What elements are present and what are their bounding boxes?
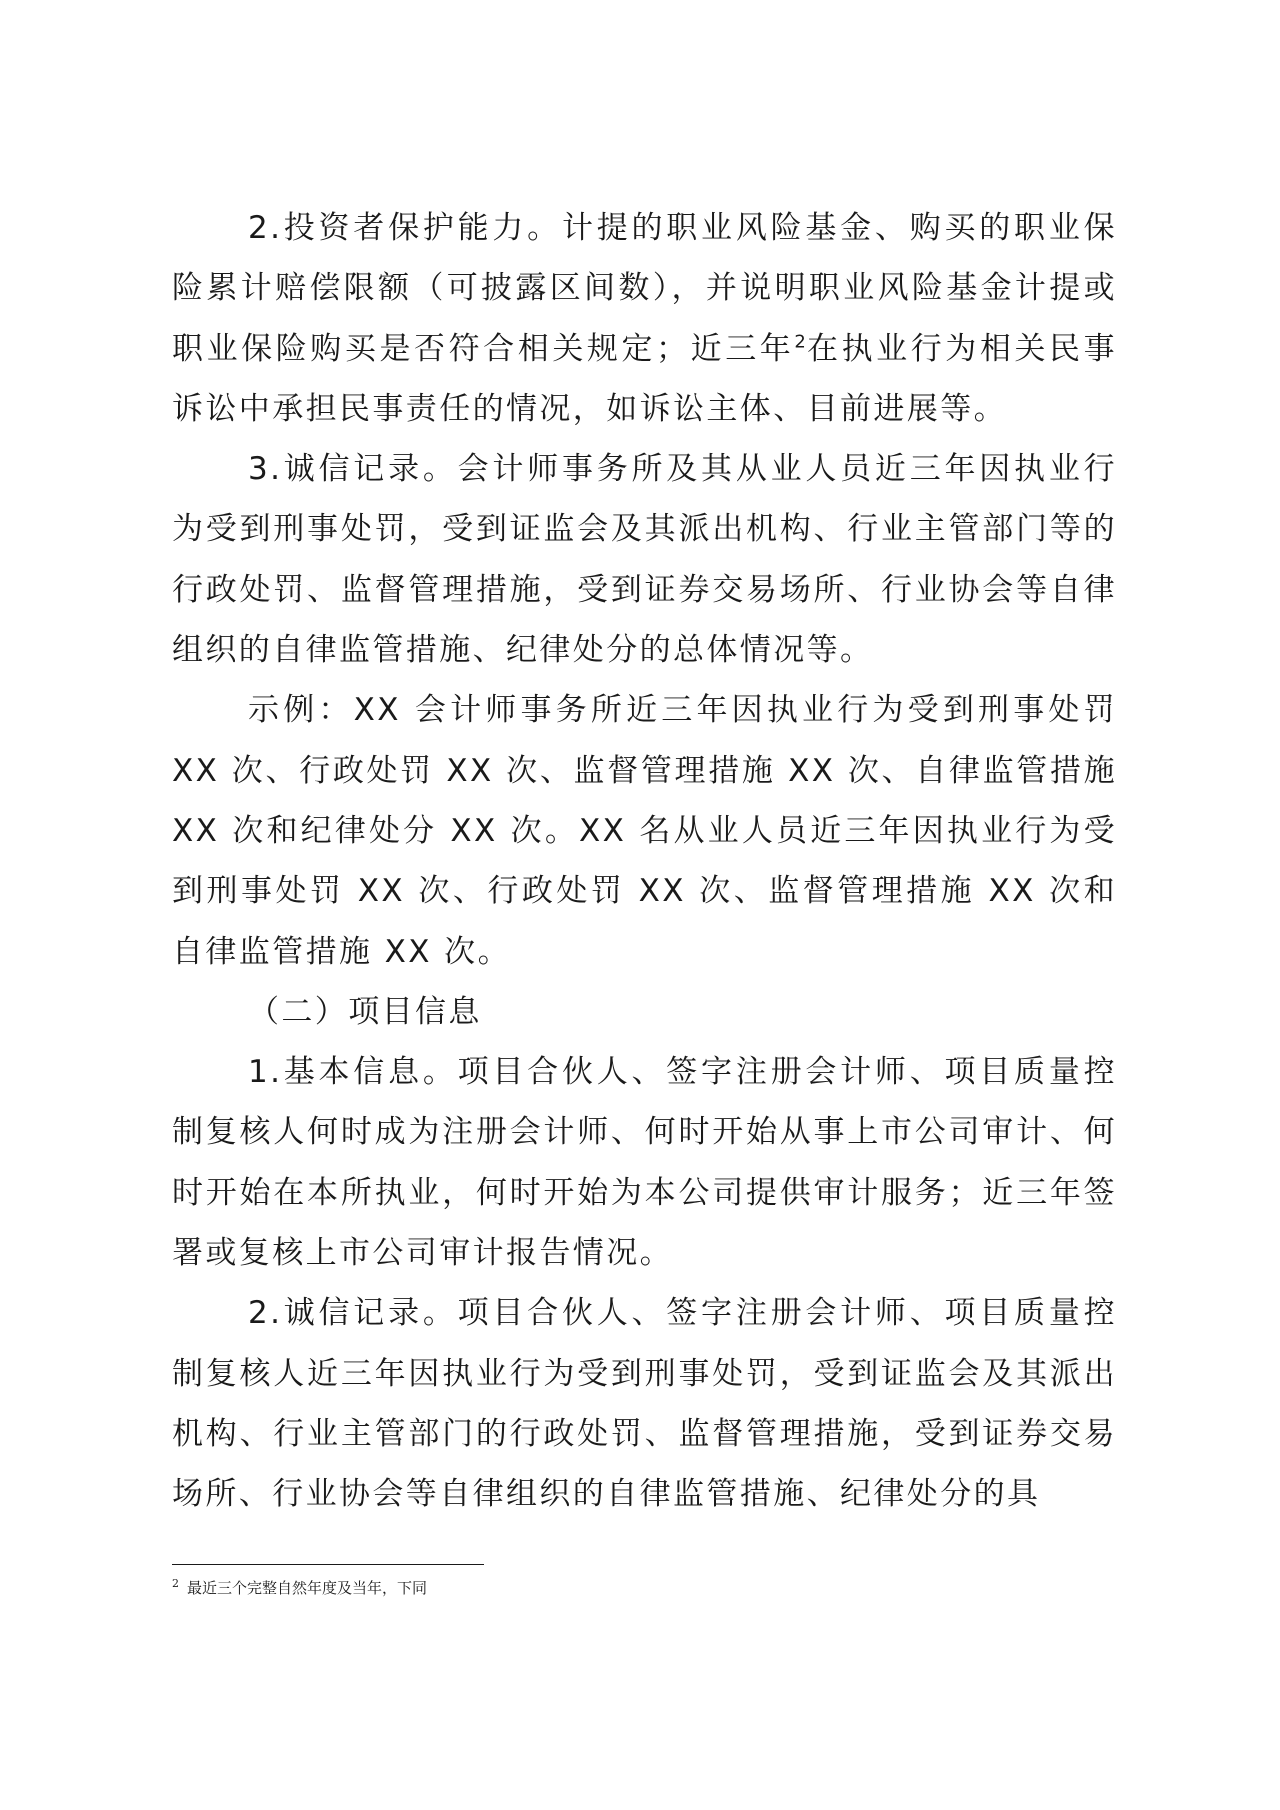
- paragraph-integrity-record: 3.诚信记录。会计师事务所及其从业人员近三年因执业行为受到刑事处罚，受到证监会及其派出机构、行业主管部门等的行政处罚、监督管理措施，受到证券交易场所、行业协会等自律组织的自律监管措施、纪律处分的总体情况等。: [172, 451, 1117, 669]
- footnote-reference: 2: [794, 331, 806, 353]
- paragraph-project-integrity-record: 2.诚信记录。项目合伙人、签字注册会计师、项目质量控制复核人近三年因执业行为受到刑事处罚，受到证监会及其派出机构、行业主管部门的行政处罚、监督管理措施，受到证券交易场所、行业协会等自律组织的自律监管措施、纪律处分的具: [172, 1295, 1117, 1513]
- section-heading-project-info: （二）项目信息: [248, 993, 482, 1030]
- paragraph-example: 示例：XX 会计师事务所近三年因执业行为受到刑事处罚 XX 次、行政处罚 XX 次、监督管理措施 XX 次、自律监管措施 XX 次和纪律处分 XX 次。XX 名从业人员近三年因执业行为受到刑事处罚 XX 次、行政处罚 XX 次、监督管理措施 XX 次和自律监管措施 XX 次。: [172, 692, 1117, 970]
- footnote-divider: [172, 1564, 484, 1565]
- paragraph-text: 在执业行为相关民事诉讼中承担民事责任的情况，如诉讼主体、目前进展等。: [172, 330, 1117, 427]
- footnote: [172, 1577, 427, 1599]
- footnote-mark: 2: [172, 1577, 179, 1590]
- body-text: [172, 198, 1117, 1525]
- paragraph-basic-info: 1.基本信息。项目合伙人、签字注册会计师、项目质量控制复核人何时成为注册会计师、何时开始从事上市公司审计、何时开始在本所执业，何时开始为本公司提供审计服务；近三年签署或复核上市公司审计报告情况。: [172, 1054, 1117, 1272]
- footnote-text: 最近三个完整自然年度及当年，下同: [187, 1579, 428, 1597]
- paragraph-text: 2.投资者保护能力。计提的职业风险基金、购买的职业保险累计赔偿限额（可披露区间数），并说明职业风险基金计提或职业保险购买是否符合相关规定；近三年: [172, 210, 1117, 367]
- paragraph-investor-protection: [172, 198, 1117, 439]
